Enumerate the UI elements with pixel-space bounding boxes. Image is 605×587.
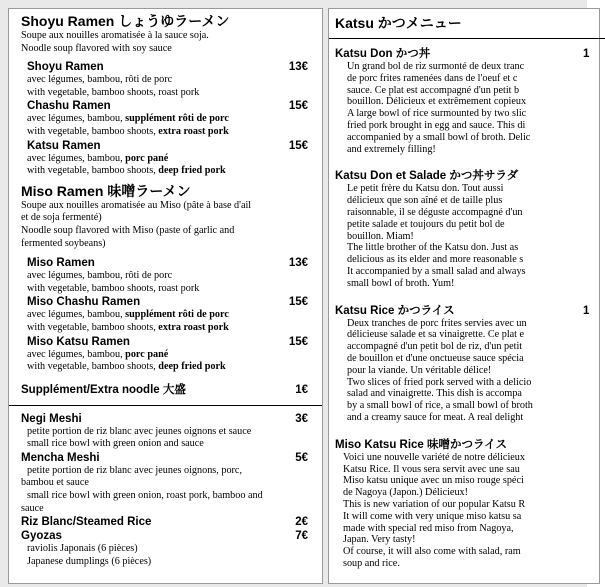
item-price: 15€ <box>288 335 308 348</box>
item-desc-line: and a creamy sauce for meat. A real delight <box>347 411 524 423</box>
item-price: 7€ <box>295 530 308 543</box>
item-desc-line: de bouillon et d'une onctueuse sauce spécia <box>347 352 524 364</box>
item-price: 15€ <box>288 139 308 152</box>
item-desc-line: petite salade et toujours du petit bol de <box>347 218 505 230</box>
ramen-column <box>8 8 323 584</box>
item-name: Katsu Rice かつライス <box>335 304 455 317</box>
item-desc-en: with vegetable, bamboo shoots, extra roast pork <box>27 321 229 333</box>
item-desc-line: accompanied by a small bowl of broth. Delic <box>347 131 531 143</box>
miso-desc-fr-2: et de soja fermenté) <box>21 212 102 224</box>
menu-item <box>21 295 312 334</box>
item-desc-line: Japan. Very tasty! <box>343 534 416 546</box>
item-price: 2€ <box>295 516 308 529</box>
item-desc-en: with vegetable, bamboo shoots, roast pork <box>27 282 200 294</box>
item-desc-fr-cont: bambou et sauce <box>21 477 89 489</box>
item-desc-en: with vegetable, bamboo shoots, deep fried pork <box>27 361 226 373</box>
item-desc-line: Un grand bol de riz surmonté de deux tranc <box>347 61 525 72</box>
miso-desc-en-2: fermented soybeans) <box>21 237 106 249</box>
item-name: Katsu Don et Salade かつ丼サラダ <box>335 170 519 183</box>
item-name: Gyozas <box>21 530 62 543</box>
item-desc-line: The little brother of the Katsu don. Just as <box>347 242 519 254</box>
menu-item <box>21 451 312 515</box>
item-name: Riz Blanc/Steamed Rice <box>21 516 152 529</box>
item-price: 13€ <box>288 61 308 74</box>
item-price: 1 <box>583 48 590 60</box>
item-desc-line: Deux tranches de porc frites servies avec un <box>347 317 527 329</box>
item-desc-fr: avec légumes, bambou, porc pané <box>27 348 169 360</box>
katsu-item <box>335 169 599 289</box>
item-desc-line: Miso katsu unique avec un miso rouge spéci <box>343 475 524 487</box>
item-desc-en: Japanese dumplings (6 pièces) <box>27 555 152 567</box>
item-desc-line: It accompanied by a small salad and always <box>347 265 526 277</box>
item-name: Chashu Ramen <box>27 100 111 113</box>
item-price: 5€ <box>295 451 308 464</box>
item-name: Miso Chashu Ramen <box>27 296 141 309</box>
divider <box>9 405 322 406</box>
item-desc-fr: avec légumes, bambou, supplément rôti de porc <box>27 113 229 125</box>
item-desc-line: Katsu Rice. Il vous sera servit avec une sau <box>343 463 520 475</box>
item-desc-line: délicieuse salade et sa vinaigrette. Ce plat e <box>347 329 525 341</box>
item-price: 1 <box>583 304 590 317</box>
menu-item <box>21 256 312 295</box>
item-desc-line: This is new variation of our popular Katsu R <box>343 498 526 510</box>
item-desc-fr: petite portion de riz blanc avec jeunes oignons, porc, <box>27 464 242 476</box>
item-price: 15€ <box>288 100 308 113</box>
item-desc <box>335 183 599 289</box>
miso-desc-en-1: Noodle soup flavored with Miso (paste of garlic and <box>21 224 235 236</box>
shoyu-desc-fr: Soupe aux nouilles aromatisée à la sauce soja. <box>21 30 209 41</box>
item-desc-line: It will come with very unique miso katsu sa <box>343 510 522 522</box>
menu-item <box>21 99 312 138</box>
item-desc-fr: petite portion de riz blanc avec jeunes oignons et sauce <box>27 425 252 437</box>
item-price: 15€ <box>288 296 308 309</box>
shoyu-section-title: Shoyu Ramen しょうゆラーメン <box>21 13 230 29</box>
item-desc-line: soup and rice. <box>343 557 400 569</box>
item-price: 13€ <box>288 257 308 270</box>
item-desc-en: small rice bowl with green onion and sauce <box>27 438 204 450</box>
item-desc-line: bouillon. Délicieux et extrêmement copieux <box>347 96 527 108</box>
item-desc-fr: avec légumes, bambou, rôti de porc <box>27 74 173 86</box>
item-desc-line: delicious as its elder and more reasonable s <box>347 254 524 266</box>
item-desc <box>335 61 599 155</box>
item-desc <box>335 318 599 424</box>
item-desc-line: raisonnable, il se déguste accompagné d'un <box>347 206 523 218</box>
item-desc-line: salad and vinaigrette. This dish is accompa <box>347 388 522 400</box>
item-desc-fr: avec légumes, bambou, supplément rôti de porc <box>27 309 229 321</box>
item-name: Negi Meshi <box>21 412 82 425</box>
menu-item <box>21 335 312 374</box>
item-name: Miso Katsu Ramen <box>27 335 130 348</box>
item-name: Katsu Don かつ丼 <box>335 48 431 60</box>
item-name: Miso Katsu Rice 味噌かつライス <box>335 438 508 451</box>
katsu-item <box>335 438 599 570</box>
item-desc <box>335 452 599 570</box>
item-desc-line: pour la viande. Un véritable délice! <box>347 364 492 376</box>
item-desc-fr: avec légumes, bambou, porc pané <box>27 152 169 164</box>
item-desc-line: by a small bowl of rice, a small bowl of broth <box>347 400 533 412</box>
item-desc-en: with vegetable, bamboo shoots, extra roast pork <box>27 125 229 137</box>
item-desc-line: Of course, it will also come with salad, ram <box>343 546 521 558</box>
miso-desc-fr-1: Soupe aux nouilles aromatisée au Miso (pâte à base d'ail <box>21 199 252 211</box>
item-desc-line: A large bowl of rice surmounted by two slic <box>347 108 527 120</box>
katsu-item <box>335 47 599 155</box>
item-desc-line: sauce. Ce plat est accompagné d'un petit b <box>347 84 520 96</box>
menu-item <box>21 529 312 568</box>
item-desc-line: Le petit frère du Katsu don. Tout aussi <box>347 183 504 195</box>
item-desc-line: made with special red miso from Nagoya, <box>343 522 514 534</box>
item-price: 1€ <box>295 383 308 396</box>
item-desc-line: accompagné d'un petit bol de riz, d'un petit <box>347 341 523 353</box>
item-desc-fr: avec légumes, bambou, rôti de porc <box>27 270 173 282</box>
item-desc-line: small bowl of broth. Yum! <box>347 277 455 289</box>
divider <box>329 38 605 39</box>
item-desc-en: with vegetable, bamboo shoots, deep fried pork <box>27 165 226 177</box>
item-name: Mencha Meshi <box>21 451 100 464</box>
miso-section-title: Miso Ramen 味噌ラーメン <box>21 182 191 199</box>
item-desc-line: de porc frites ramenées dans de l'oeuf et c <box>347 72 518 84</box>
menu-item <box>21 139 312 178</box>
item-desc-en-cont: sauce <box>21 502 44 514</box>
extra-noodle-item <box>21 383 312 397</box>
item-desc-line: Voici une nouvelle variété de notre délicieux <box>343 451 525 463</box>
menu-item <box>21 60 312 99</box>
item-desc-line: délicieux que son aîné et de taille plus <box>347 195 503 207</box>
item-desc-line: and extremely filling! <box>347 143 436 155</box>
item-desc-en: with vegetable, bamboo shoots, roast pork <box>27 86 200 98</box>
katsu-section-title: Katsu かつメニュー <box>335 15 462 31</box>
menu-item <box>21 412 312 451</box>
item-desc-line: bouillon. Miam! <box>347 230 414 242</box>
item-desc-line: Two slices of fried pork served with a delicio <box>347 376 532 388</box>
menu-item <box>21 515 312 529</box>
katsu-column <box>328 8 600 584</box>
katsu-item <box>335 304 599 424</box>
item-name: Katsu Ramen <box>27 139 101 152</box>
shoyu-desc-en: Noodle soup flavored with soy sauce <box>21 42 172 54</box>
item-name: Shoyu Ramen <box>27 61 104 74</box>
item-desc-line: fried pork brought in egg and sauce. This di <box>347 119 526 131</box>
item-name: Supplément/Extra noodle 大盛 <box>21 383 186 396</box>
item-price: 3€ <box>295 412 308 425</box>
item-desc-en: small rice bowl with green onion, roast pork, bamboo and <box>27 490 263 502</box>
item-desc-fr: raviolis Japonais (6 pièces) <box>27 543 138 555</box>
item-desc-line: de Nagoya (Japon.) Délicieux! <box>343 487 469 499</box>
item-name: Miso Ramen <box>27 257 95 270</box>
